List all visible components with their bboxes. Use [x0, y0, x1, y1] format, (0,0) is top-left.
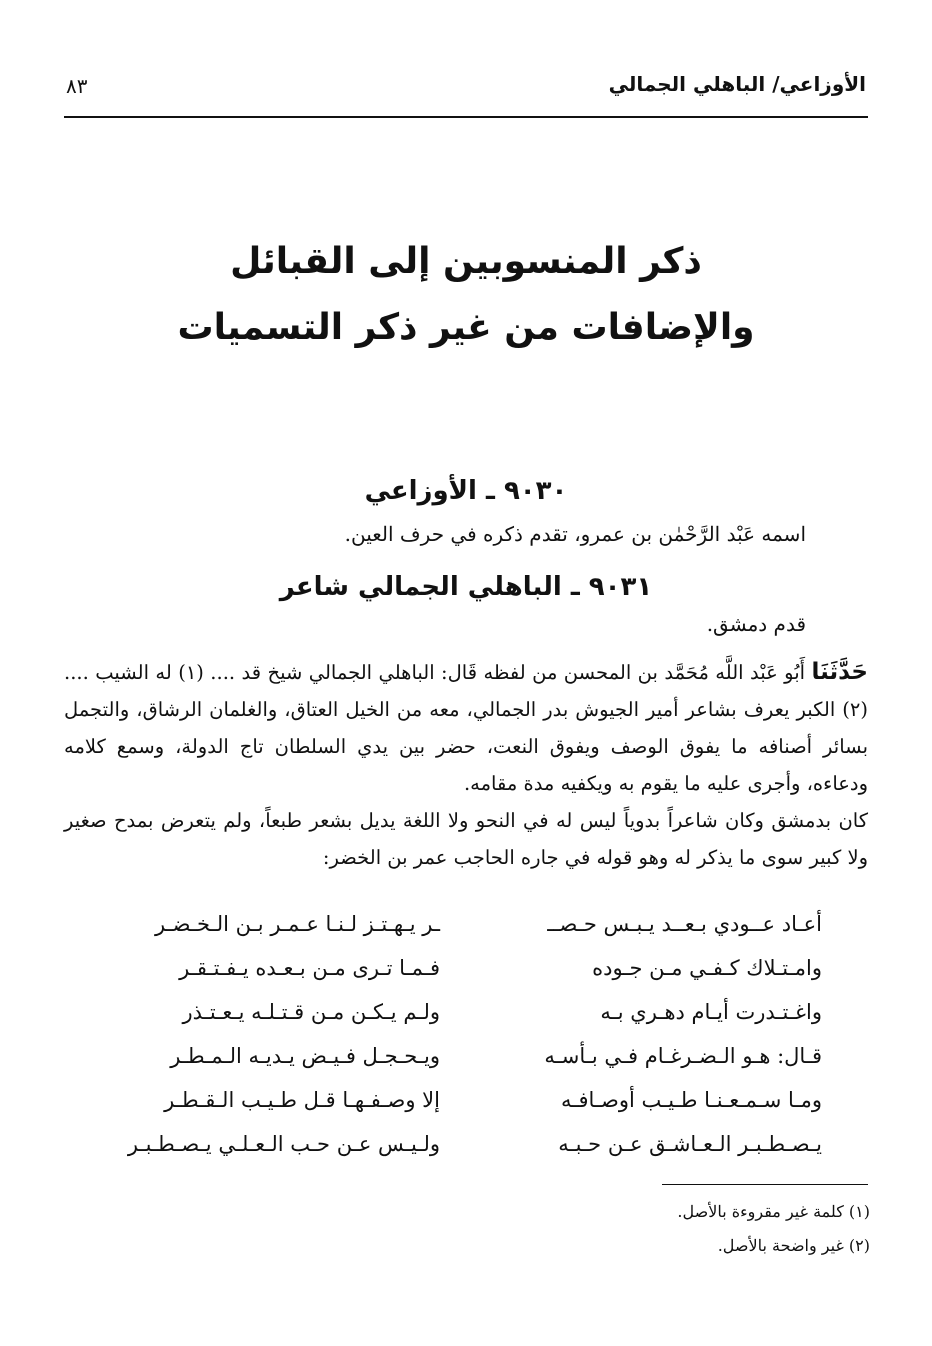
poem-verse: [110, 1088, 822, 1132]
verse-second-hemistich: ولـم يـكـن مـن قـتـلـه يـعـتـذر: [182, 1000, 440, 1024]
verse-second-hemistich: إلا وصـفـهـا قـل طـيـب الـقـطـر: [164, 1088, 440, 1112]
verse-first-hemistich: وامـتـلاك كـفـي مـن جـوده: [592, 956, 822, 980]
entry-heading-9030: ٩٠٣٠ ـ الأوزاعي: [364, 476, 568, 506]
page-number: ٨٣: [66, 74, 88, 98]
footnote-2: [718, 1236, 870, 1255]
footnote-text: غير واضحة بالأصل.: [717, 1236, 844, 1255]
footnote-marker: (١): [848, 1202, 870, 1221]
running-title: الأوزاعي/ الباهلي الجمالي: [608, 72, 866, 96]
verse-first-hemistich: ومـا سـمـعـنـا طـيـب أوصـافـه: [561, 1088, 822, 1112]
verse-first-hemistich: واغـتـدرت أيـام دهـري بـه: [600, 1000, 822, 1024]
narration-body: أَبُو عَبْد اللَّه مُحَمَّد بن المحسن من لفظه قَال: الباهلي الجمالي شيخ قد .... (١) له الشيب .... (٢) الكبر يعرف بشاعر أمير الجيوش بدر الجمالي، معه من الخيل العتاق، والغلمان الرشاق، والتجمل بسائر أصنافه ما يفوق الوصف ويفوق النعت، حضر بين يدي السلطان تاج الدولة، وسمع كلامه ودعاءه، وأجرى عليه ما يقوم به ويكفيه مدة مقامه.: [64, 661, 868, 795]
verse-second-hemistich: ولـيـس عـن حـب الـعـلـي يـصـطـبـر: [127, 1132, 440, 1156]
poem-verse: [110, 1000, 822, 1044]
narration-paragraph: [64, 654, 868, 876]
narration-keyword: حَدَّثَنَا: [811, 659, 869, 685]
chapter-title-line-2: والإضافات من غير ذكر التسميات: [177, 307, 755, 348]
verse-first-hemistich: قـال: هـو الـضـرغـام فـي بـأسـه: [544, 1044, 822, 1068]
footnote-marker: (٢): [848, 1236, 870, 1255]
verse-second-hemistich: ويـحـجـل فـيـض يـديـه الـمـطـر: [170, 1044, 440, 1068]
verse-first-hemistich: أعـاد عــودي بـعــد يـبـس حـصــ: [547, 912, 822, 936]
poem-verse: [110, 1132, 822, 1176]
poem: [110, 912, 822, 1176]
verse-second-hemistich: ـر يـهـتـز لـنـا عـمـر بـن الـخـضـر: [154, 912, 440, 936]
verse-first-hemistich: يـصـطـبـر الـعـاشـق عـن حـبـه: [558, 1132, 822, 1156]
footnote-text: كلمة غير مقروءة بالأصل.: [677, 1202, 844, 1221]
entry-heading-9031: ٩٠٣١ ـ الباهلي الجمالي شاعر: [279, 572, 653, 602]
poem-verse: [110, 956, 822, 1000]
poem-verse: [110, 1044, 822, 1088]
verse-second-hemistich: فـمـا تـرى مـن بـعـده يـفـتـقـر: [179, 956, 440, 980]
entry-text-9030: اسمه عَبْد الرَّحْمٰن بن عمرو، تقدم ذكره في حرف العين.: [344, 522, 806, 546]
entry-text-9031: قدم دمشق.: [706, 612, 806, 636]
header-rule: [64, 116, 868, 118]
footnote-rule: [662, 1184, 868, 1185]
narration-body-2: كان بدمشق وكان شاعراً بدوياً ليس له في النحو ولا اللغة يديل بشعر طبعاً، ولم يتعرض بمدح صغير ولا كبير سوى ما يذكر له وهو قوله في جاره الحاجب عمر بن الخضر:: [64, 809, 868, 869]
chapter-title-line-1: ذكر المنسوبين إلى القبائل: [230, 241, 702, 282]
footnote-1: [677, 1202, 870, 1221]
poem-verse: [110, 912, 822, 956]
